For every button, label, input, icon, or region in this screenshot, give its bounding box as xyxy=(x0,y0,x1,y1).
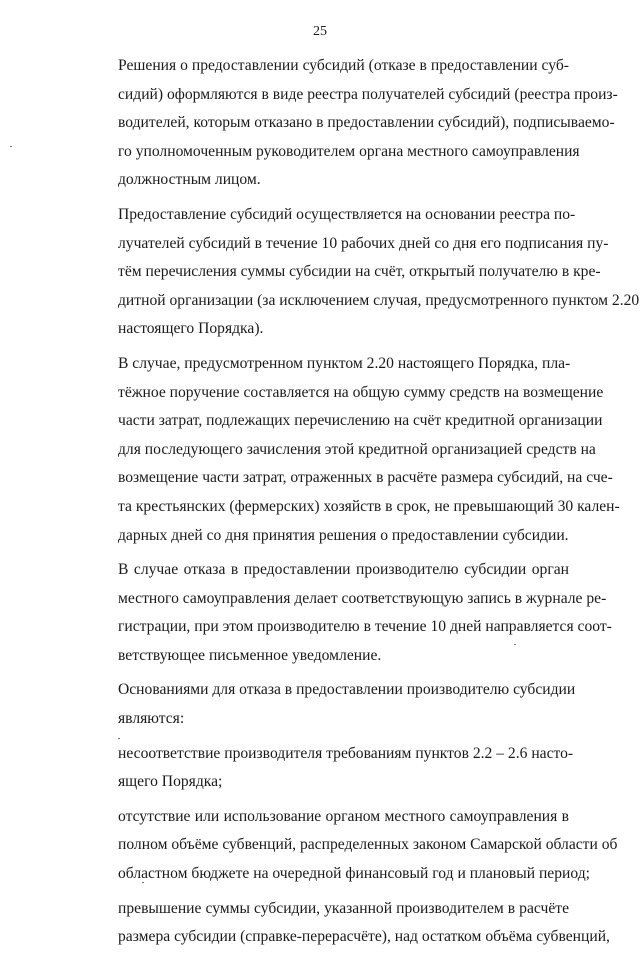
page-number: 25 xyxy=(313,24,327,39)
scan-speck xyxy=(118,738,120,739)
text-line: В случае, предусмотренном пунктом 2.20 настоящего Порядка, пла- xyxy=(118,354,571,372)
text-line: тём перечисления суммы субсидии на счёт, открытый получателю в кре- xyxy=(118,263,601,281)
text-line: та крестьянских (фермерских) хозяйств в срок, не превышающий 30 кален- xyxy=(118,497,620,515)
text-line: водителей, которым отказано в предоставлении субсидий), подписываемо- xyxy=(118,114,615,132)
text-line: размера субсидии (справке-перерасчёте), над остатком объёма субвенций, xyxy=(118,928,610,946)
text-line: части затрат, подлежащих перечислению на счёт кредитной организации xyxy=(118,412,603,430)
scan-speck xyxy=(10,146,12,147)
text-line: лучателей субсидий в течение 10 рабочих дней со дня его подписания пу- xyxy=(118,234,609,252)
text-line: возмещение части затрат, отраженных в расчёте размера субсидий, на сче- xyxy=(118,469,613,487)
text-line: гистрации, при этом производителю в течение 10 дней направляется соот- xyxy=(118,618,612,636)
paragraph-decision-registry xyxy=(80,52,618,195)
list-item-subventions-exhausted xyxy=(80,803,618,889)
text-line: несоответствие производителя требованиям пунктов 2.2 – 2.6 насто- xyxy=(118,744,574,762)
paragraph-payment-order xyxy=(80,350,620,550)
text-line: го уполномоченным руководителем органа местного самоуправления xyxy=(118,142,580,160)
list-item-noncompliance xyxy=(80,740,574,797)
text-line: ящего Порядка; xyxy=(118,773,223,791)
scan-speck xyxy=(514,644,516,645)
paragraph-refusal-grounds xyxy=(80,676,576,733)
scan-speck xyxy=(142,882,144,883)
text-line: должностным лицом. xyxy=(118,171,261,189)
text-line: для последующего зачисления этой кредитной организацией средств на xyxy=(118,440,596,458)
text-line: тёжное поручение составляется на общую сумму средств на возмещение xyxy=(118,383,604,401)
text-line: Предоставление субсидий осуществляется на основании реестра по- xyxy=(118,205,576,223)
text-line: сидий) оформляются в виде реестра получателей субсидий (реестра произ- xyxy=(118,85,618,103)
text-line: дитной организации (за исключением случая, предусмотренного пунктом 2.20 xyxy=(118,291,640,309)
paragraph-refusal-notice xyxy=(80,556,612,670)
text-line: отсутствие или использование органом местного самоуправления в xyxy=(118,807,569,825)
text-line: Решения о предоставлении субсидий (отказе в предоставлении суб- xyxy=(118,57,569,74)
text-line: ветствующее письменное уведомление. xyxy=(118,646,382,664)
list-item-amount-exceeds xyxy=(80,895,610,952)
document-body xyxy=(80,52,640,958)
text-line: областном бюджете на очередной финансовый год и плановый период; xyxy=(118,865,590,883)
paragraph-subsidy-provision xyxy=(80,201,640,344)
text-line: превышение суммы субсидии, указанной производителем в расчёте xyxy=(118,899,569,917)
text-line: полном объёме субвенций, распределенных законом Самарской области об xyxy=(118,836,618,854)
text-line: В случае отказа в предоставлении производителю субсидии орган xyxy=(118,561,569,579)
text-line: являются: xyxy=(118,710,185,728)
text-line: Основаниями для отказа в предоставлении производителю субсидии xyxy=(118,681,576,699)
text-line: настоящего Порядка). xyxy=(118,320,264,338)
text-line: дарных дней со дня принятия решения о предоставлении субсидии. xyxy=(118,526,569,544)
text-line: местного самоуправления делает соответствующую запись в журнале ре- xyxy=(118,589,607,607)
